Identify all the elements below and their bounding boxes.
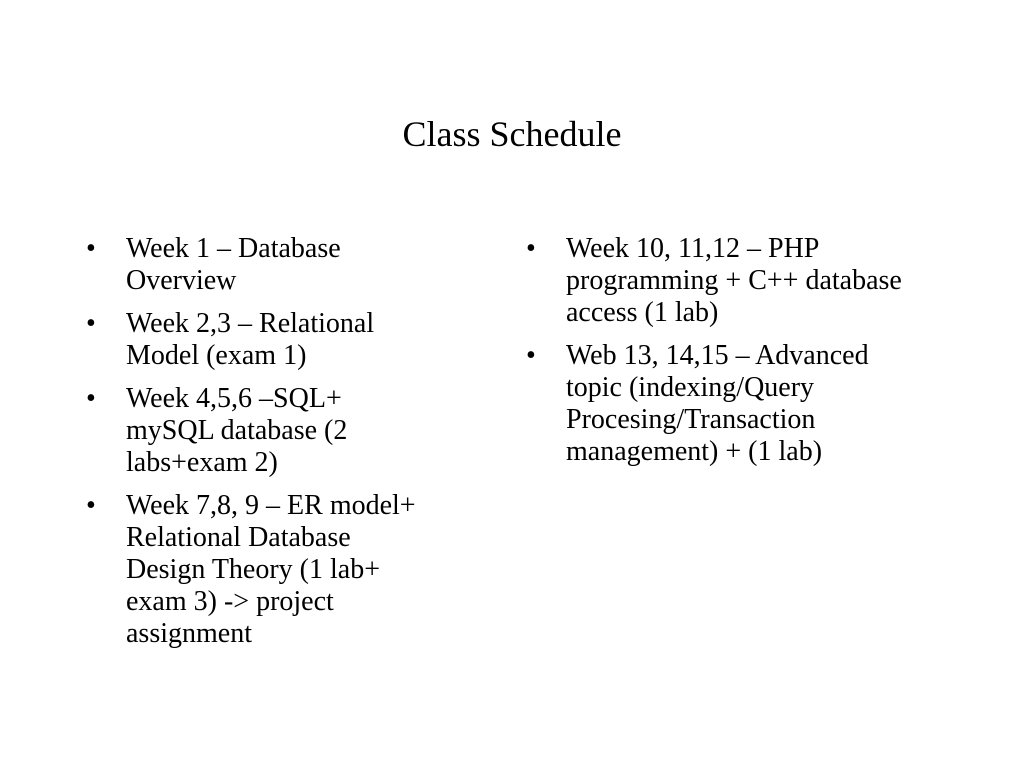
bullet-icon: • — [86, 490, 96, 521]
list-item — [80, 233, 475, 297]
list-item — [520, 233, 980, 329]
slide-title: Class Schedule — [402, 114, 622, 154]
bullet-icon: • — [526, 340, 536, 371]
right-bullet-list — [520, 233, 980, 479]
list-item-text: Week 2,3 – Relational Model (exam 1) — [126, 308, 375, 371]
bullet-icon: • — [86, 233, 96, 264]
list-item-text: Web 13, 14,15 – Advanced topic (indexing/Query Procesing/Transaction management) + (1 lab) — [566, 340, 869, 467]
bullet-icon: • — [526, 233, 536, 264]
list-item — [520, 340, 980, 468]
list-item — [80, 308, 475, 372]
left-bullet-list — [80, 233, 475, 661]
list-item-text: Week 10, 11,12 – PHP programming + C++ database access (1 lab) — [566, 233, 902, 328]
list-item-text: Week 1 – Database Overview — [126, 233, 341, 296]
list-item — [80, 490, 475, 650]
list-item-text: Week 7,8, 9 – ER model+ Relational Database Design Theory (1 lab+ exam 3) -> project assignment — [126, 490, 416, 649]
bullet-icon: • — [86, 308, 96, 339]
list-item-text: Week 4,5,6 –SQL+ mySQL database (2 labs+exam 2) — [126, 383, 348, 478]
bullet-icon: • — [86, 383, 96, 414]
list-item — [80, 383, 475, 479]
